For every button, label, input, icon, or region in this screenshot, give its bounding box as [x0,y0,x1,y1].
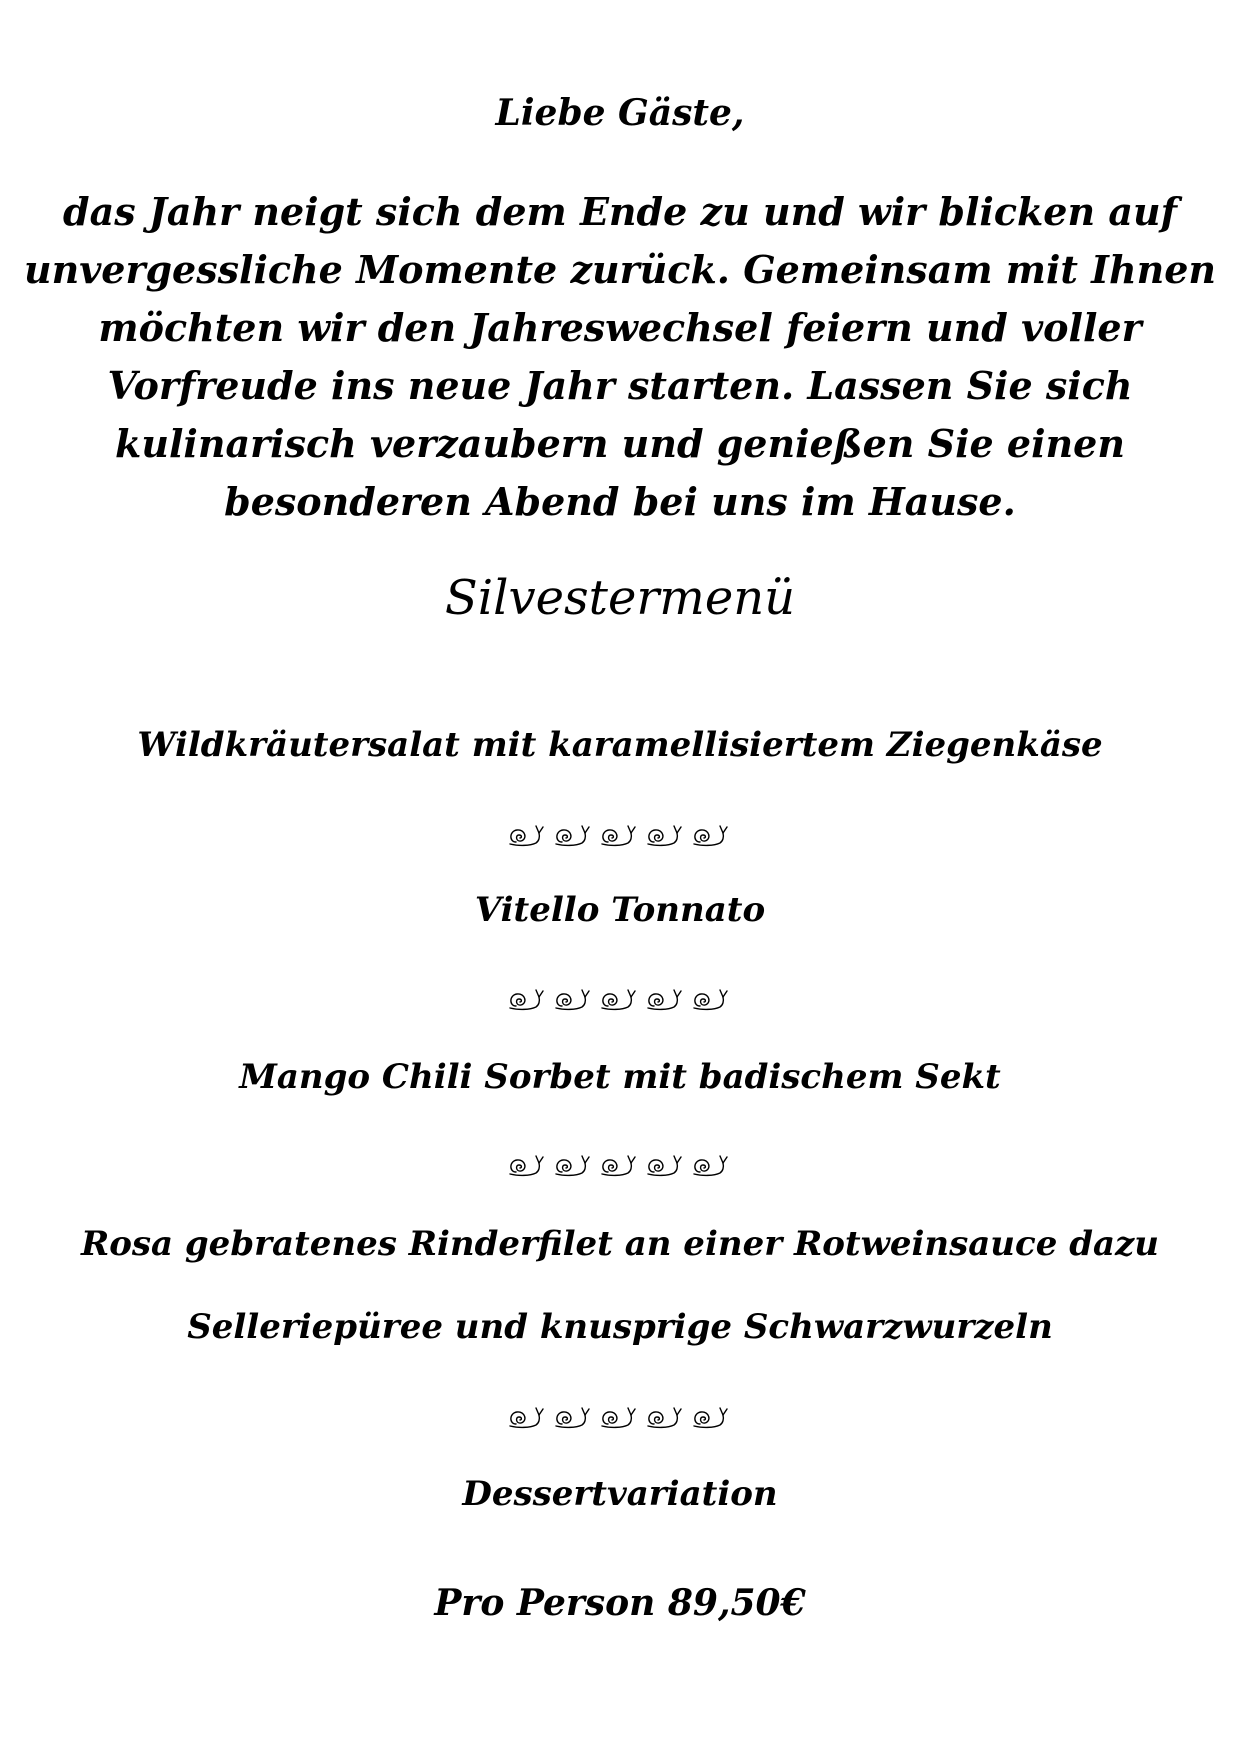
snail-icon [552,1404,596,1432]
course-main-line-2: Selleriepüree und knusprige Schwarzwurzeln [187,1307,1053,1347]
snail-icon [644,986,688,1014]
snail-icon [552,986,596,1014]
greeting: Liebe Gäste, [495,92,745,134]
snail-icon [506,822,550,850]
price: Pro Person 89,50€ [434,1582,806,1624]
intro-line: unvergessliche Momente zurück. Gemeinsam mit Ihnen [23,247,1217,292]
course-second: Vitello Tonnato [474,890,766,930]
course-separator [0,1150,1240,1182]
snail-icon [506,986,550,1014]
snail-icon [690,1152,734,1180]
snail-icon [506,1152,550,1180]
course-intermezzo: Mango Chili Sorbet mit badischem Sekt [239,1057,1001,1097]
snail-icon [690,822,734,850]
snail-icon [598,1152,642,1180]
snail-icon [644,822,688,850]
snail-icon [644,1404,688,1432]
course-starter: Wildkräutersalat mit karamellisiertem Ziegenkäse [137,725,1103,765]
course-dessert: Dessertvariation [462,1474,778,1514]
snail-icon [552,1152,596,1180]
menu-title: Silvestermenü [444,570,796,626]
snail-icon [690,986,734,1014]
snail-icon [644,1152,688,1180]
intro-line: das Jahr neigt sich dem Ende zu und wir blicken auf [63,189,1177,234]
snail-icon [506,1404,550,1432]
snail-icon [598,822,642,850]
snail-icon [598,1404,642,1432]
intro-line: kulinarisch verzaubern und genießen Sie einen [115,421,1125,466]
course-main-line-1: Rosa gebratenes Rinderfilet an einer Rotweinsauce dazu [80,1224,1160,1264]
intro-paragraph [0,183,1240,531]
intro-line: Vorfreude ins neue Jahr starten. Lassen Sie sich [107,363,1133,408]
snail-icon [598,986,642,1014]
course-separator [0,820,1240,852]
intro-line: möchten wir den Jahreswechsel feiern und voller [98,305,1142,350]
course-separator [0,1402,1240,1434]
intro-line: besonderen Abend bei uns im Hause. [224,479,1016,524]
course-separator [0,984,1240,1016]
snail-icon [552,822,596,850]
snail-icon [690,1404,734,1432]
